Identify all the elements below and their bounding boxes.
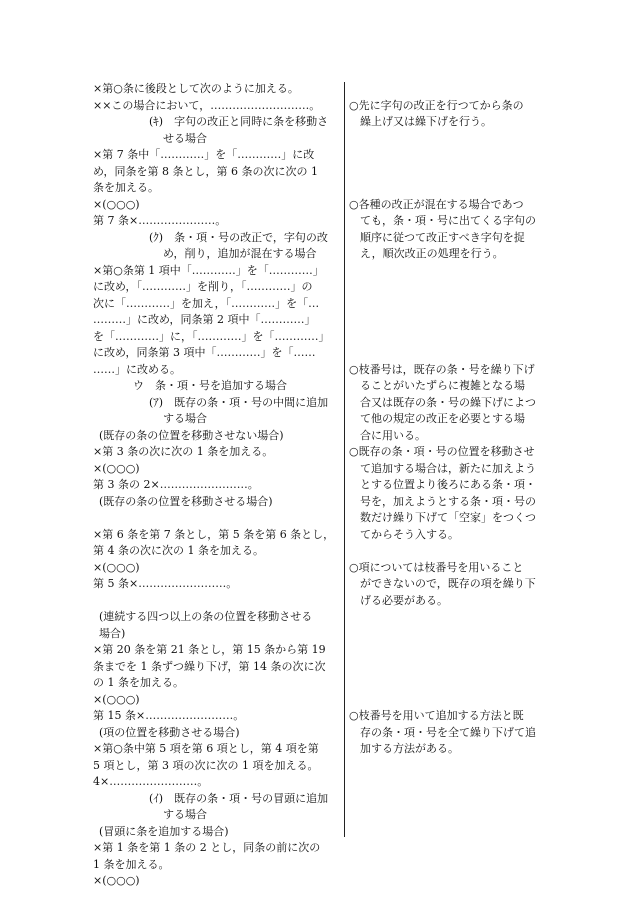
amendment-line: 1 条を加える。 [93, 857, 170, 871]
amendment-line: せる場合 [163, 131, 207, 145]
amendment-line: 第 15 条×……………………。 [93, 709, 245, 722]
explanation-note [349, 708, 561, 758]
ruby-word: 空家 [459, 511, 481, 524]
amendment-line: (ｱ) 既存の条・項・号の中間に追加 [149, 395, 329, 409]
blank-line [93, 510, 339, 527]
note-line: 数だけ繰り下げて「 空家」をつくつ [349, 510, 561, 527]
amendment-line: ×第 7 条中「…………」を「…………」に改 [93, 148, 315, 161]
amendment-line: ×第○条に後段として次のように加える。 [93, 82, 299, 95]
amendment-line: め，削り，追加が混在する場合 [163, 247, 317, 260]
amendment-line: ×第 6 条を第 7 条とし，第 5 条を第 6 条とし， [93, 527, 335, 541]
note-line: ○枝番号を用いて追加する方法と既 [349, 709, 524, 722]
amendment-line: (連続する四つ以上の条の位置を移動させる [99, 610, 313, 623]
amendment-line: (ｸ) 条・項・号の改正で，字句の改 [149, 230, 328, 244]
amendment-line: ×第 1 条を第 1 条の 2 とし，同条の前に次の [93, 841, 321, 854]
amendment-line: (項の位置を移動させる場合) [99, 725, 240, 739]
amendment-line: ×(○○○) [93, 874, 140, 887]
note-line: て他の規定の改正を必要とする場 [360, 412, 525, 425]
note-line: 順序に従つて改正すべき字句を捉 [360, 230, 525, 244]
amendment-line: ×第○条中第 5 項を第 6 項とし，第 4 項を第 [93, 742, 319, 755]
explanation-note [349, 444, 561, 543]
amendment-line: ………」に改め，同条第 2 項中「…………」 [93, 313, 316, 326]
amendment-line: 条を加える。 [93, 181, 159, 194]
amendment-line: を「…………」に，「…………」を「…………」 [93, 329, 330, 343]
note-line: 合又は既存の条・号の繰下げによつ [360, 395, 536, 409]
amendment-text-column [93, 81, 339, 890]
amendment-line: に改め，「…………」を削り，「…………」の [93, 280, 313, 293]
amendment-line: 次に「…………」を加え，「…………」を「… [93, 296, 320, 310]
amendment-line: ×第 3 条の次に次の 1 条を加える。 [93, 445, 274, 458]
amendment-line: (既存の条の位置を移動させない場合) [99, 428, 284, 442]
amendment-line: の 1 条を加える。 [93, 676, 184, 689]
amendment-line: ウ 条・項・号を追加する場合 [133, 379, 287, 392]
note-line: ができないので，既存の項を繰り下 [360, 577, 536, 590]
note-line: 合に用いる。 [360, 428, 426, 442]
amendment-line: ×(○○○) [93, 197, 140, 211]
note-line: て追加する場合は，新たに加えよう [360, 461, 536, 475]
note-line: ○既存の条・項・号の位置を移動させ [349, 445, 535, 458]
note-line: ○枝番号は，既存の条・号を繰り下げ [349, 362, 535, 376]
amendment-line: ××この場合において，………………………。 [93, 98, 321, 112]
note-line: え，順次改正の処理を行う。 [360, 247, 504, 260]
amendment-line: (ｷ) 字句の改正と同時に条を移動さ [149, 115, 329, 128]
note-line: てからそう入する。 [360, 527, 459, 541]
column-divider [344, 82, 345, 837]
note-line: ○各種の改正が混在する場合であつ [349, 197, 524, 211]
amendment-line: ×第 20 条を第 21 条とし，第 15 条から第 19 [93, 643, 326, 656]
note-line: ○先に字句の改正を行つてから条の [349, 98, 524, 112]
note-line: 号を，加えようとする条・項・号の [360, 494, 536, 508]
amendment-line: に改め，同条第 3 項中「…………」を「…… [93, 346, 316, 359]
amendment-line: 第 7 条×…………………。 [93, 214, 227, 227]
amendment-line: め，同条を第 8 条とし，第 6 条の次に次の 1 [93, 164, 319, 178]
amendment-line: ……」に改める。 [93, 362, 181, 376]
explanation-note [349, 98, 561, 131]
amendment-line: (既存の条の位置を移動させる場合) [99, 494, 273, 508]
explanation-notes-column [349, 0, 561, 915]
amendment-line: ×第○条第 1 項中「…………」を「…………」 [93, 263, 324, 277]
note-line: 加する方法がある。 [360, 742, 459, 755]
amendment-line: 第 5 条×……………………。 [93, 577, 238, 590]
blank-line [93, 593, 339, 610]
amendment-line: する場合 [163, 808, 207, 821]
amendment-line: 場合) [99, 626, 126, 640]
note-line: げる必要がある。 [360, 593, 448, 607]
note-line: ○項については枝番号を用いること [349, 560, 524, 574]
explanation-note [349, 560, 561, 610]
amendment-line: ×(○○○) [93, 692, 140, 706]
amendment-line: (ｲ) 既存の条・項・号の冒頭に追加 [149, 791, 329, 805]
amendment-line: ×(○○○) [93, 560, 140, 574]
explanation-note [349, 197, 561, 263]
note-line: 存の条・項・号を全て繰り下げて追 [360, 725, 536, 739]
amendment-line: 第 4 条の次に次の 1 条を加える。 [93, 544, 264, 557]
amendment-line: 4×……………………。 [93, 775, 209, 788]
explanation-note [349, 362, 561, 445]
amendment-line: (冒頭に条を追加する場合) [99, 824, 229, 838]
note-line: ることがいたずらに複雑となる場 [360, 379, 525, 392]
amendment-line: 5 項とし，第 3 項の次に次の 1 項を加える。 [93, 758, 319, 772]
amendment-line: ×(○○○) [93, 461, 140, 475]
note-line: ても，条・項・号に出てくる字句の [360, 214, 536, 227]
amendment-line: 条までを 1 条ずつ繰り下げ，第 14 条の次に次 [93, 659, 326, 673]
amendment-line: 第 3 条の 2×……………………。 [93, 478, 259, 491]
amendment-line: する場合 [163, 412, 207, 425]
note-line: 繰上げ又は繰下げを行う。 [360, 115, 492, 128]
note-line: とする位置より後ろにある条・項・ [360, 478, 536, 491]
